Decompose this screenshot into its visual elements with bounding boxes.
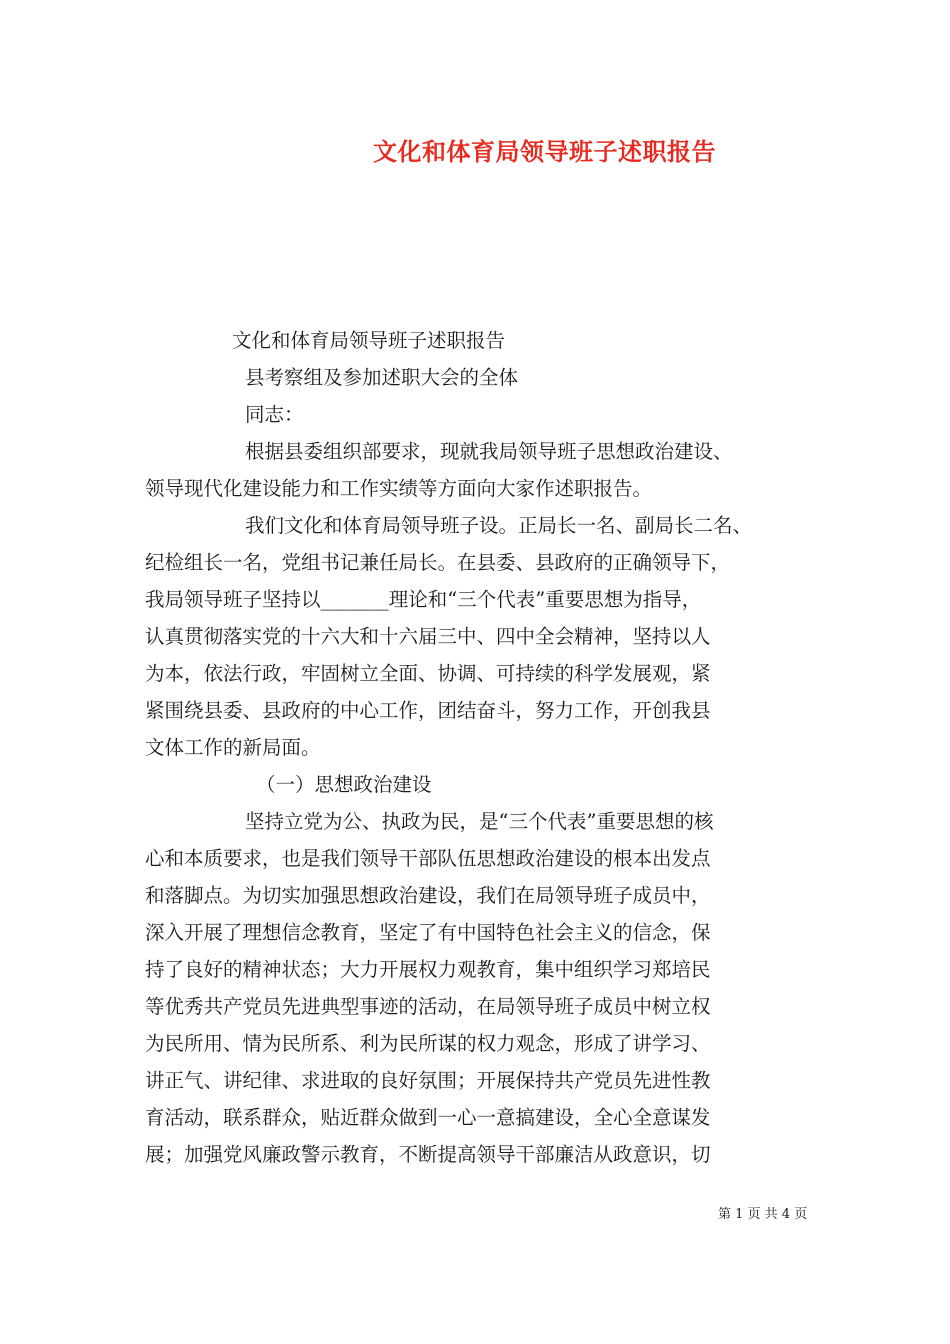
page-number: 第 1 页 共 4 页 (718, 1207, 808, 1222)
body-line: 认真贯彻落实党的十六大和十六届三中、四中全会精神，坚持以人 (145, 625, 711, 648)
body-line: 为民所用、情为民所系、利为民所谋的权力观念，形成了讲学习、 (145, 1032, 711, 1055)
body-line: 持了良好的精神状态；大力开展权力观教育，集中组织学习郑培民 (145, 958, 711, 981)
body-line: 县考察组及参加述职大会的全体 (245, 366, 519, 389)
body-line: 展；加强党风廉政警示教育，不断提高领导干部廉洁从政意识，切 (145, 1143, 711, 1166)
body-line: 我局领导班子坚持以_______理论和“三个代表”重要思想为指导， (145, 588, 702, 611)
body-line: 纪检组长一名，党组书记兼任局长。在县委、县政府的正确领导下， (145, 551, 731, 574)
body-line: 和落脚点。为切实加强思想政治建设，我们在局领导班子成员中， (145, 884, 711, 907)
body-line: 深入开展了理想信念教育，坚定了有中国特色社会主义的信念，保 (145, 921, 711, 944)
body-line: 文体工作的新局面。 (145, 736, 321, 759)
body-line: 坚持立党为公、执政为民，是“三个代表”重要思想的核 (245, 810, 714, 833)
body-line: 领导现代化建设能力和工作实绩等方面向大家作述职报告。 (145, 477, 653, 500)
body-line: 我们文化和体育局领导班子设。正局长一名、副局长二名、 (245, 514, 753, 537)
section-heading: （一）思想政治建设 (256, 773, 432, 796)
body-line: 为本，依法行政，牢固树立全面、协调、可持续的科学发展观，紧 (145, 662, 711, 685)
body-line: 根据县委组织部要求，现就我局领导班子思想政治建设、 (245, 440, 733, 463)
body-line: 文化和体育局领导班子述职报告 (232, 329, 506, 352)
body-line: 讲正气、讲纪律、求进取的良好氛围；开展保持共产党员先进性教 (145, 1069, 711, 1092)
body-line: 育活动，联系群众，贴近群众做到一心一意搞建设，全心全意谋发 (145, 1106, 711, 1129)
body-line: 心和本质要求，也是我们领导干部队伍思想政治建设的根本出发点 (145, 847, 711, 870)
body-line: 紧围绕县委、县政府的中心工作，团结奋斗，努力工作，开创我县 (145, 699, 711, 722)
document-title: 文化和体育局领导班子述职报告 (373, 137, 716, 166)
body-line: 同志： (245, 403, 304, 426)
body-line: 等优秀共产党员先进典型事迹的活动，在局领导班子成员中树立权 (145, 995, 711, 1018)
